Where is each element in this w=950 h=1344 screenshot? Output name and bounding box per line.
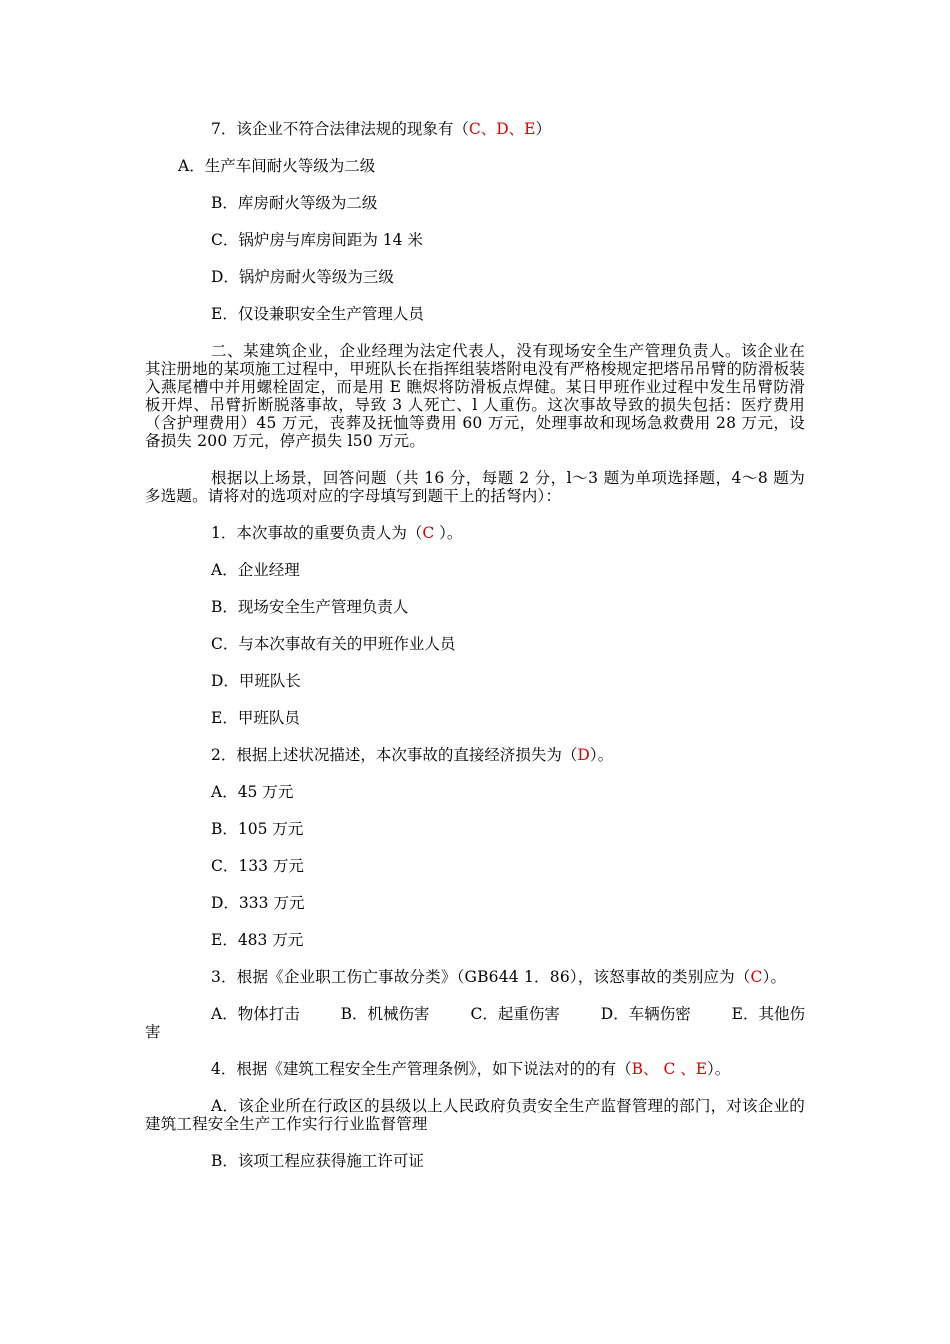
option-e: E．仅设兼职安全生产管理人员 xyxy=(211,305,424,323)
option-e-wrap: 害 xyxy=(145,1023,161,1041)
option-c: C．锅炉房与库房间距为 14 米 xyxy=(211,231,423,249)
case-description: 二、某建筑企业，企业经理为法定代表人，没有现场安全生产管理负责人。该企业在其注册地的某项施工过程中，甲班队长在指挥组装塔附电没有严格梭规定把塔吊吊臂的防滑板装入燕尾槽中并用螺栓固定，而是用 E 瞧烬将防滑板点焊健。某日甲班作业过程中发生吊臂防滑板开焊、吊臂折断脱落事故，导致 3 人死亡、l 人重伤。这次事故导致的损失包括：医疗费用（含护理费用）45 万元，丧葬及抚恤等费用 60 万元，处理事故和现场急救费用 28 万元，设备损失 200 万元，停产损失 l50 万元。 xyxy=(145,342,805,450)
question-7-stem xyxy=(145,120,805,138)
option-b: B．机械伤害 xyxy=(340,1005,430,1023)
answer-text: C、D、E xyxy=(468,120,536,138)
answer-text: B、 C 、E xyxy=(631,1060,708,1078)
instructions: 根据以上场景，回答问题（共 16 分，每题 2 分，l～3 题为单项选择题，4～8 题为多选题。请将对的选项对应的字母填写到题干上的括弩内）： xyxy=(145,469,805,505)
option-a: A．生产车间耐火等级为二级 xyxy=(178,157,376,175)
option-b: B．库房耐火等级为二级 xyxy=(211,194,378,212)
option-d: D．车辆伤密 xyxy=(600,1005,691,1023)
question-4-stem xyxy=(145,1060,805,1078)
option-d: D．甲班队长 xyxy=(211,672,301,690)
question-text: 1．本次事故的重要负责人为（ xyxy=(211,524,423,542)
option-b: B．该项工程应获得施工许可证 xyxy=(211,1152,424,1170)
option-b: B．现场安全生产管理负责人 xyxy=(211,598,409,616)
question-text: ）。 xyxy=(762,968,787,986)
option-a: A．企业经理 xyxy=(211,561,300,579)
option-c: C．起重伤害 xyxy=(470,1005,560,1023)
question-text: ）。 xyxy=(434,524,463,542)
option-e: E．483 万元 xyxy=(211,931,304,949)
question-text: 3．根据《企业职工伤亡事故分类》（GB644 1．86），该怒事故的类别应为（ xyxy=(211,968,751,986)
option-a: A．45 万元 xyxy=(211,783,294,801)
document-page xyxy=(145,120,805,1170)
option-e: E．甲班队员 xyxy=(211,709,300,727)
option-a: A．该企业所在行政区的县级以上人民政府负责安全生产监督管理的部门，对该企业的建筑工程安全生产工作实行行业监督管理 xyxy=(145,1097,805,1133)
question-text: ） xyxy=(535,120,551,138)
option-c: C．133 万元 xyxy=(211,857,304,875)
answer-text: C xyxy=(422,524,435,542)
option-c: C．与本次事故有关的甲班作业人员 xyxy=(211,635,456,653)
option-d: D．333 万元 xyxy=(211,894,305,912)
option-d: D．锅炉房耐火等级为三级 xyxy=(211,268,394,286)
option-e: E．其他伤 xyxy=(731,1005,805,1023)
answer-text: C xyxy=(750,968,763,986)
options-row xyxy=(145,1005,805,1023)
question-3-stem xyxy=(145,968,805,986)
question-2-stem xyxy=(145,746,805,764)
question-text: 2．根据上述状况描述，本次事故的直接经济损失为（ xyxy=(211,746,578,764)
question-text: ）。 xyxy=(589,746,614,764)
question-text: 4．根据《建筑工程安全生产管理条例》，如下说法对的的有（ xyxy=(211,1060,632,1078)
question-text: 7．该企业不符合法律法规的现象有（ xyxy=(211,120,469,138)
option-b: B．105 万元 xyxy=(211,820,304,838)
question-1-stem xyxy=(145,524,805,542)
answer-text: D xyxy=(577,746,590,764)
option-a: A．物体打击 xyxy=(211,1005,300,1023)
question-text: ）。 xyxy=(707,1060,731,1078)
